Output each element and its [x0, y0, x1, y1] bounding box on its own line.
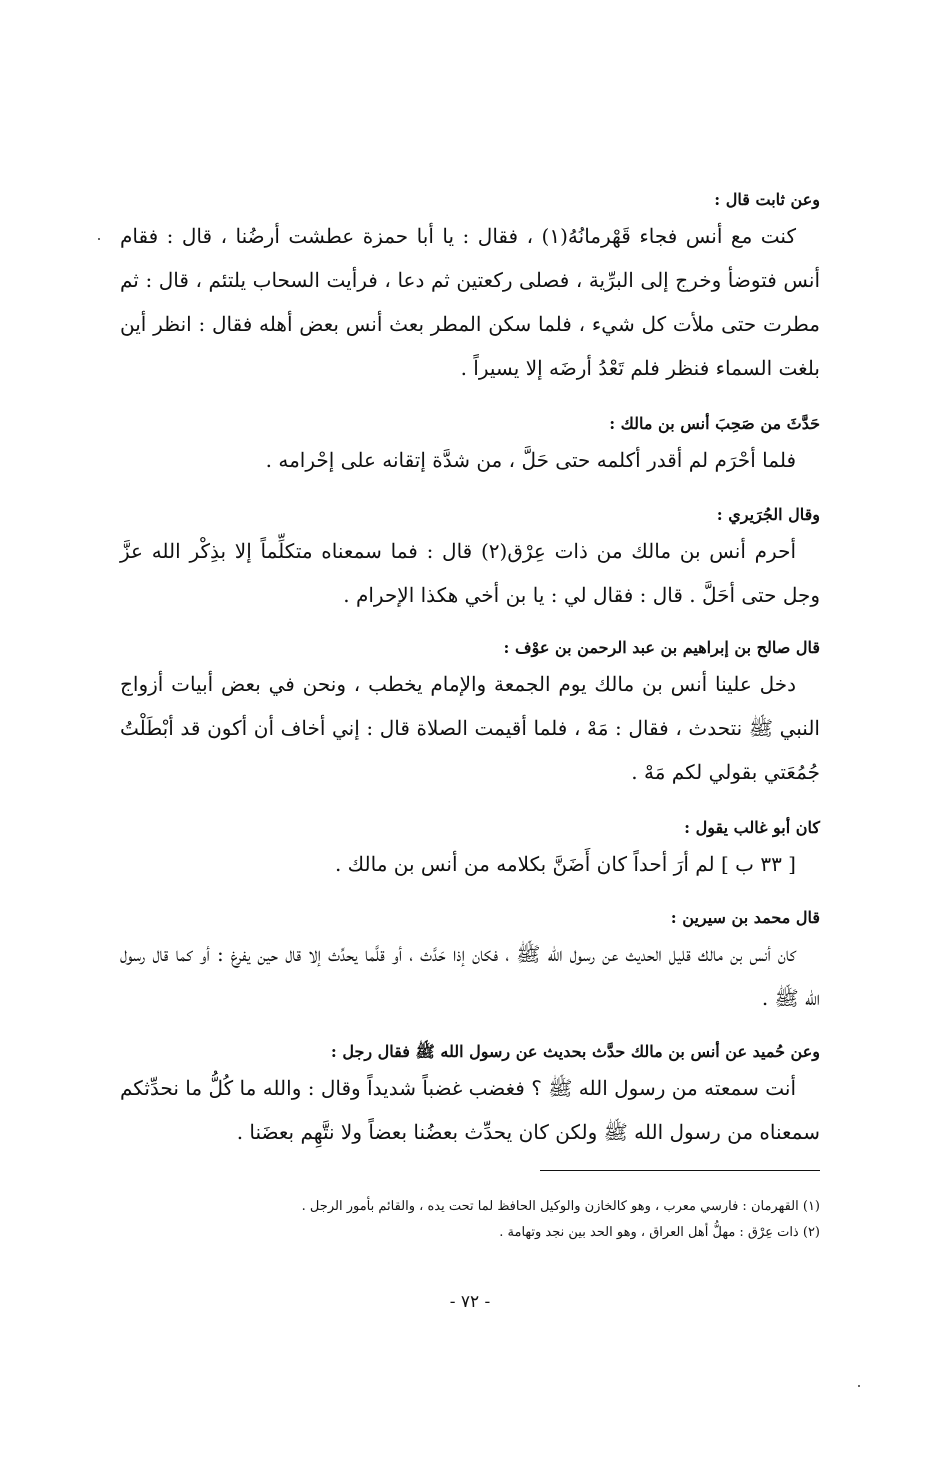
- footnote-separator: [540, 1170, 820, 1171]
- section-text: أنت سمعته من رسول الله ﷺ ؟ فغضب غضباً شديداً وقال : والله ما كُلُّ ما نحدِّثكم سمعناه من رسول الله ﷺ ولكن كان يحدِّث بعضُنا بعضاً ولا نتَّهِم بعضَنا .: [120, 1076, 820, 1144]
- section-heading: وقال الجُرَيري :: [716, 505, 820, 524]
- scan-speck: [98, 238, 100, 240]
- section-heading: كان أبو غالب يقول :: [684, 818, 820, 837]
- section-heading: وعن ثابت قال :: [714, 190, 820, 209]
- section-text: فلما أحْرَم لم أقدر أكلمه حتى حَلَّ ، من شدَّة إتقانه على إحْرامه .: [265, 448, 796, 472]
- section-text: [ ٣٣ ب ] لم أرَ أحداً كان أَضَنَّ بكلامه من أنس بن مالك .: [334, 852, 796, 876]
- section-text: أحرم أنس بن مالك من ذات عِرْق(٢) قال : فما سمعناه متكلِّماً إلا بذِكْر الله عزَّ وجل حتى أحَلَّ . قال : فقال لي : يا بن أخي هكذا الإحرام .: [120, 539, 820, 607]
- section-heading: قال صالح بن إبراهيم بن عبد الرحمن بن عوْف :: [503, 638, 820, 657]
- page-number: - ٧٢ -: [449, 1292, 491, 1312]
- section-text: دخل علينا أنس بن مالك يوم الجمعة والإمام يخطب ، ونحن في بعض أبيات أزواج النبي ﷺ نتحدث ، فقال : مَهْ ، فلما أقيمت الصلاة قال : إني أخاف أن أكون قد أبْطَلْتُ جُمُعَتي بقولي لكم مَهْ .: [120, 672, 820, 784]
- footnote: (١) القهرمان : فارسي معرب ، وهو كالخازن والوكيل الحافظ لما تحت يده ، والقائم بأمور الرجل .: [301, 1199, 820, 1214]
- section-text: كنت مع أنس فجاء قَهْرمانُهُ(١) ، فقال : يا أبا حمزة عطشت أرضُنا ، قال : فقام أنس فتوضأ وخرج إلى البرِّية ، فصلى ركعتين ثم دعا ، فرأيت السحاب يلتئم ، قال : ثم مطرت حتى ملأت كل شيء ، فلما سكن المطر بعث أنس بعض أهله فقال : انظر أين بلغت السماء فنظر فلم تَعْدُ أرضَه إلا يسيراً .: [120, 224, 820, 380]
- scan-speck: [858, 1385, 860, 1387]
- section-heading: وعن حُميد عن أنس بن مالك حدَّث بحديث عن رسول الله ﷺ فقال رجل :: [330, 1042, 820, 1061]
- footnote: (٢) ذات عِرْق : مهلُّ أهل العراق ، وهو الحد بين نجد وتهامة .: [499, 1225, 820, 1240]
- section-heading: حَدَّثَ من صَحِبَ أنس بن مالك :: [609, 414, 820, 433]
- section-heading: قال محمد بن سيرين :: [670, 908, 820, 927]
- section-text: كان أنس بن مالك قليل الحديث عن رسول الله ﷺ ، فكان إذا حَدَّث ، أو قلَّما يحدِّث إلا قال حين يفرغ : أو كما قال رسول الله ﷺ .: [120, 942, 820, 1010]
- book-page: [120, 0, 820, 1471]
